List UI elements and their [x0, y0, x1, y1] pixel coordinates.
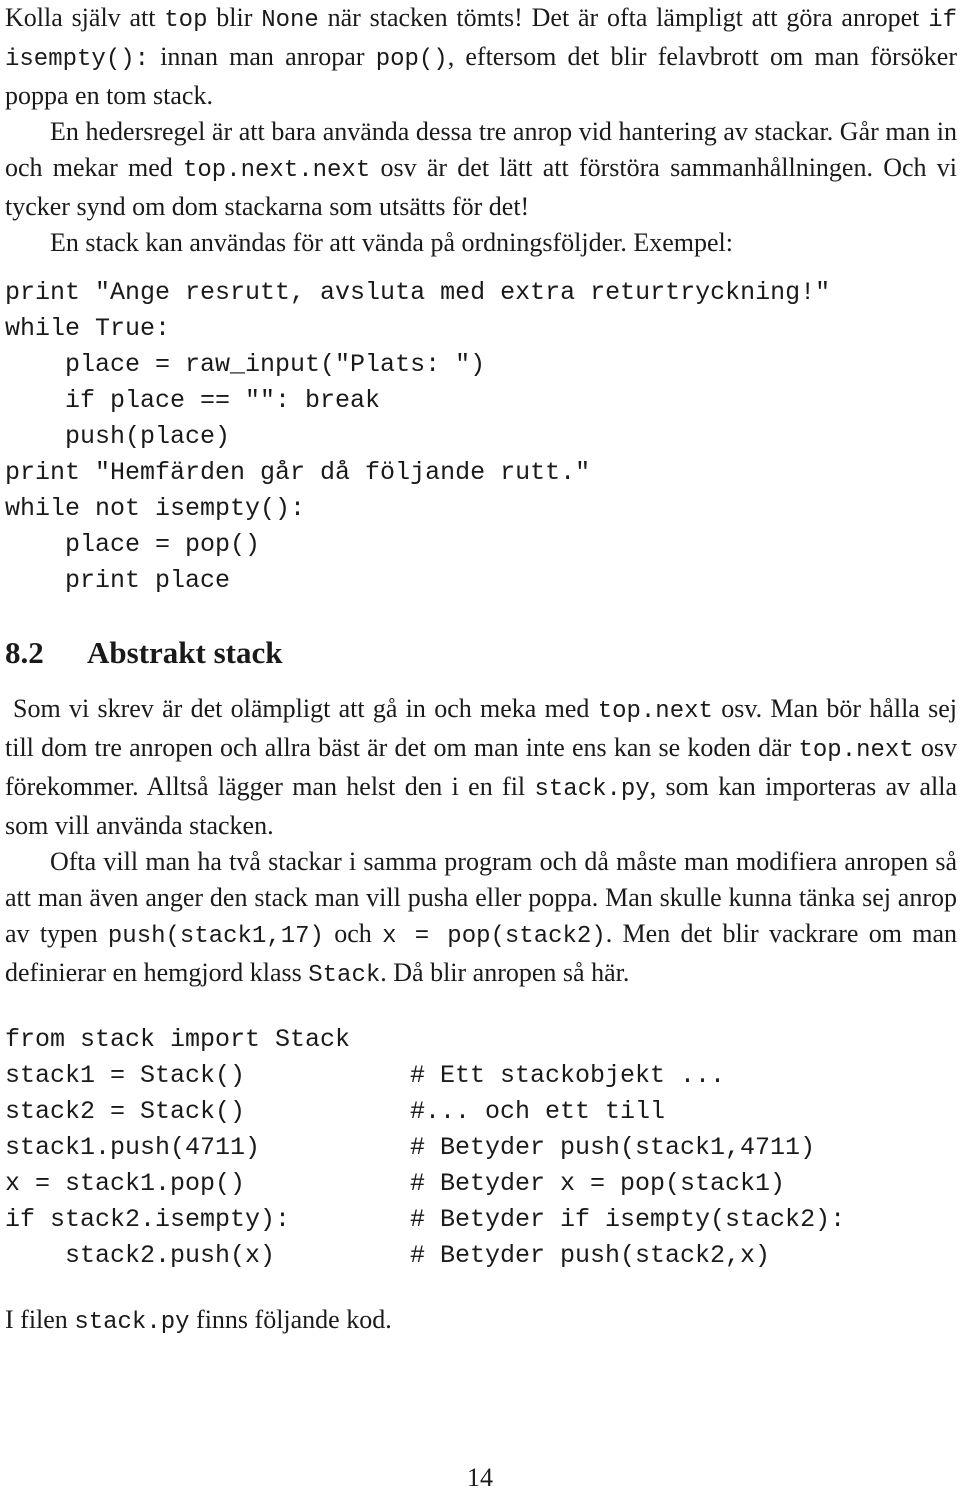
- section-number: 8.2: [5, 635, 44, 670]
- section-heading: [5, 633, 957, 673]
- text-run: . Då blir anropen så här.: [380, 958, 630, 987]
- inline-code: top.next.next: [183, 157, 371, 184]
- code-comment: # Betyder push(stack1,4711): [410, 1133, 816, 1162]
- code-row: [5, 1238, 957, 1274]
- code-statement: from stack import Stack: [5, 1025, 351, 1054]
- text-run: Ofta vill man ha två stackar i samma program och då måste man modifiera anropen så att man även anger den stack man vill pusha eller poppa. Man skulle kunna tänka sej anrop av typen: [5, 847, 957, 948]
- code-statement: if stack2.isempty):: [5, 1205, 291, 1234]
- code-line: place = pop(): [5, 530, 261, 559]
- document-page: [5, 0, 957, 1341]
- code-comment: # Betyder x = pop(stack1): [410, 1169, 786, 1198]
- inline-code: stack.py: [534, 776, 650, 803]
- inline-code: push(stack1,17): [107, 923, 324, 950]
- text-run: osv är det lätt att förstöra sammanhållningen. Och vi tycker synd om dom stackarna som utsätts för det!: [5, 153, 957, 221]
- code-line: print "Hemfärden går då följande rutt.": [5, 458, 591, 487]
- code-statement: stack2 = Stack(): [5, 1097, 246, 1126]
- text-run: , som kan importeras av alla som vill använda stacken.: [5, 772, 958, 840]
- code-line: push(place): [5, 422, 231, 451]
- text-run: Som vi skrev är det olämpligt att gå in och meka med: [13, 694, 598, 723]
- text-run: . Men det blir vackrare om man definierar en hemgjord klass: [5, 919, 957, 987]
- code-comment: # Betyder push(stack2,x): [410, 1241, 771, 1270]
- text-run: , eftersom det blir felavbrott om man försöker poppa en tom stack.: [5, 42, 957, 110]
- code-line: print place: [5, 566, 231, 595]
- paragraph-2: [5, 114, 957, 225]
- text-run: Kolla själv att: [5, 3, 165, 32]
- text-run: och: [323, 919, 383, 948]
- code-row: [5, 1094, 957, 1130]
- paragraph-5: [5, 844, 957, 994]
- code-statement: x = stack1.pop(): [5, 1169, 246, 1198]
- code-line: print "Ange resrutt, avsluta med extra returtryckning!": [5, 278, 831, 307]
- paragraph-4: [5, 691, 957, 844]
- text-run: I filen: [5, 1305, 75, 1334]
- text-run: finns följande kod.: [189, 1305, 392, 1334]
- inline-code: top: [164, 7, 208, 34]
- code-row: [5, 1130, 957, 1166]
- code-line: place = raw_input("Plats: "): [5, 350, 486, 379]
- paragraph-closing: [5, 1302, 957, 1341]
- page-number: 14: [467, 1463, 493, 1492]
- code-line: while not isempty():: [5, 494, 306, 523]
- code-statement: stack2.push(x): [5, 1241, 276, 1270]
- inline-code: x = pop(stack2): [382, 923, 606, 950]
- code-statement: stack1.push(4711): [5, 1133, 261, 1162]
- code-row: [5, 1166, 957, 1202]
- inline-code: top.next: [798, 737, 914, 764]
- inline-code: stack.py: [74, 1309, 190, 1336]
- code-example-stack-class: [5, 1022, 957, 1274]
- text-run: osv förekommer. Alltså lägger man helst den i en fil: [5, 733, 958, 801]
- inline-code: Stack: [308, 962, 381, 989]
- section-title: Abstrakt stack: [87, 635, 283, 670]
- code-line: if place == "": break: [5, 386, 381, 415]
- inline-code: pop(): [375, 46, 448, 73]
- code-row: [5, 1058, 957, 1094]
- text-run: innan man anropar: [149, 42, 376, 71]
- code-comment: # Ett stackobjekt ...: [410, 1061, 726, 1090]
- inline-code: if isempty():: [5, 7, 958, 73]
- code-comment: #... och ett till: [410, 1097, 666, 1126]
- code-example-reverse: [5, 275, 957, 599]
- code-row: [5, 1202, 957, 1238]
- code-row: [5, 1022, 957, 1058]
- code-comment: # Betyder if isempty(stack2):: [410, 1205, 846, 1234]
- code-line: while True:: [5, 314, 171, 343]
- text-run: osv. Man bör hålla sej till dom tre anropen och allra bäst är det om man inte ens kan se koden där: [5, 694, 958, 762]
- paragraph-1: [5, 0, 957, 114]
- paragraph-3: En stack kan användas för att vända på ordningsföljder. Exempel:: [50, 228, 734, 257]
- inline-code: None: [261, 7, 319, 34]
- text-run: blir: [207, 3, 262, 32]
- text-run: när stacken tömts! Det är ofta lämpligt att göra anropet: [318, 3, 929, 32]
- inline-code: top.next: [597, 698, 713, 725]
- text-run: En hedersregel är att bara använda dessa tre anrop vid hantering av stackar. Går man in och mekar med: [5, 117, 957, 182]
- code-statement: stack1 = Stack(): [5, 1061, 246, 1090]
